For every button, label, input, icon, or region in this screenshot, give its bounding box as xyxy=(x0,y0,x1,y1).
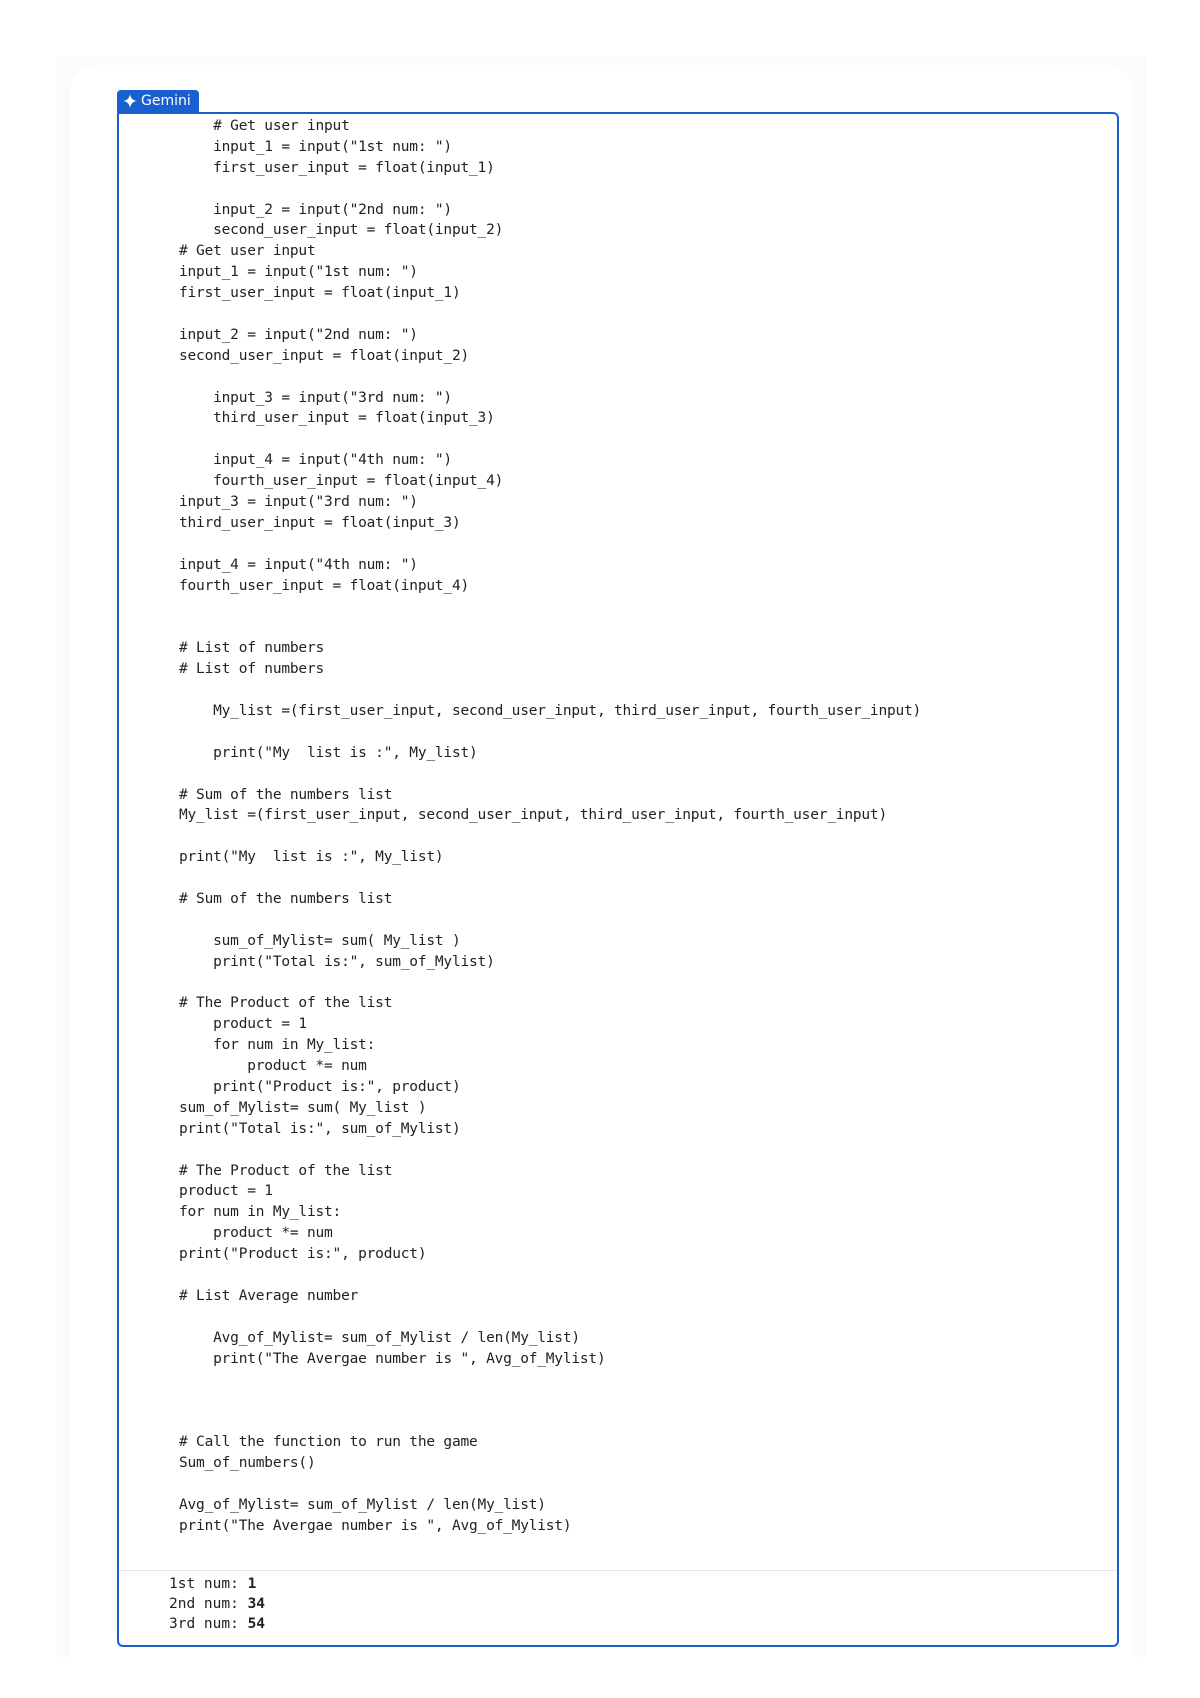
code-line: print("Total is:", sum_of_Mylist) xyxy=(179,953,495,970)
code-line: My_list =(first_user_input, second_user_input, third_user_input, fourth_user_input) xyxy=(179,807,887,824)
code-line xyxy=(179,1369,1117,1390)
code-line: # List of numbers xyxy=(179,640,325,657)
code-line: # The Product of the list xyxy=(179,1162,393,1179)
code-line: fourth_user_input = float(input_4) xyxy=(179,473,504,490)
code-line xyxy=(179,1307,1117,1328)
code-line xyxy=(179,617,1117,638)
code-line: # Call the function to run the game xyxy=(179,1434,478,1451)
code-line: # List Average number xyxy=(179,1287,359,1304)
code-line xyxy=(179,764,1117,785)
output-line xyxy=(169,1574,1117,1594)
code-line xyxy=(179,304,1117,325)
code-line: sum_of_Mylist= sum( My_list ) xyxy=(179,932,461,949)
code-line xyxy=(179,1474,1117,1495)
code-line: print("Total is:", sum_of_Mylist) xyxy=(179,1120,461,1137)
code-line xyxy=(179,868,1117,889)
code-line: Sum_of_numbers() xyxy=(179,1455,316,1471)
code-cell[interactable] xyxy=(117,112,1119,1647)
code-line xyxy=(179,1390,1117,1411)
code-line: input_3 = input("3rd num: ") xyxy=(179,494,418,511)
code-line: product = 1 xyxy=(179,1016,307,1033)
code-line: third_user_input = float(input_3) xyxy=(179,514,461,531)
code-line: input_2 = input("2nd num: ") xyxy=(179,326,418,343)
code-line: product = 1 xyxy=(179,1183,273,1200)
code-line: print("My list is :", My_list) xyxy=(179,849,444,866)
code-line: input_1 = input("1st num: ") xyxy=(179,138,452,155)
code-line xyxy=(179,1140,1117,1161)
code-line: print("Product is:", product) xyxy=(179,1246,427,1263)
code-line: My_list =(first_user_input, second_user_input, third_user_input, fourth_user_input) xyxy=(179,702,922,719)
code-line: # List of numbers xyxy=(179,661,325,678)
code-line: input_2 = input("2nd num: ") xyxy=(179,201,452,218)
code-line: Avg_of_Mylist= sum_of_Mylist / len(My_list) xyxy=(179,1329,580,1346)
output-value: 34 xyxy=(247,1596,266,1612)
code-line: product *= num xyxy=(179,1058,367,1075)
output-prompt: 2nd num: xyxy=(169,1596,248,1612)
code-line: for num in My_list: xyxy=(179,1037,376,1054)
code-line: # Sum of the numbers list xyxy=(179,786,393,803)
code-line: input_1 = input("1st num: ") xyxy=(179,264,418,281)
code-line: input_4 = input("4th num: ") xyxy=(179,452,452,469)
code-line xyxy=(179,534,1117,555)
code-line: first_user_input = float(input_1) xyxy=(179,285,461,302)
output-value: 1 xyxy=(247,1576,257,1592)
code-line: input_3 = input("3rd num: ") xyxy=(179,389,452,406)
code-line xyxy=(179,596,1117,617)
code-line xyxy=(179,1411,1117,1432)
code-line: # Sum of the numbers list xyxy=(179,890,393,907)
sparkle-icon xyxy=(123,94,137,108)
output-value: 54 xyxy=(247,1616,266,1632)
cell-output xyxy=(169,1574,1117,1645)
code-line: first_user_input = float(input_1) xyxy=(179,159,495,176)
code-line xyxy=(179,429,1117,450)
code-line: sum_of_Mylist= sum( My_list ) xyxy=(179,1099,427,1116)
code-line: Avg_of_Mylist= sum_of_Mylist / len(My_list) xyxy=(179,1496,546,1513)
output-prompt: 1st num: xyxy=(169,1576,248,1592)
code-line xyxy=(179,680,1117,701)
output-line xyxy=(169,1594,1117,1614)
code-line: product *= num xyxy=(179,1225,333,1242)
code-line: # Get user input xyxy=(179,243,316,260)
code-line xyxy=(179,722,1117,743)
code-line: for num in My_list: xyxy=(179,1204,342,1221)
gemini-badge-label: Gemini xyxy=(141,93,191,109)
code-line: # The Product of the list xyxy=(179,995,393,1012)
code-line: third_user_input = float(input_3) xyxy=(179,410,495,427)
code-line: input_4 = input("4th num: ") xyxy=(179,556,418,573)
code-line xyxy=(179,179,1117,200)
code-editor[interactable] xyxy=(119,116,1117,1569)
code-line: print("The Avergae number is ", Avg_of_Mylist) xyxy=(179,1517,572,1534)
output-divider xyxy=(119,1570,1117,1571)
code-line: fourth_user_input = float(input_4) xyxy=(179,577,470,594)
code-line: print("The Avergae number is ", Avg_of_Mylist) xyxy=(179,1350,606,1367)
output-line xyxy=(169,1614,1117,1634)
code-line: second_user_input = float(input_2) xyxy=(179,222,504,239)
code-line xyxy=(179,367,1117,388)
output-prompt: 3rd num: xyxy=(169,1616,248,1632)
code-line xyxy=(179,973,1117,994)
code-line xyxy=(179,910,1117,931)
code-line: second_user_input = float(input_2) xyxy=(179,347,470,364)
code-line xyxy=(179,1265,1117,1286)
code-line: # Get user input xyxy=(179,118,350,134)
code-line: print("Product is:", product) xyxy=(179,1078,461,1095)
code-line: print("My list is :", My_list) xyxy=(179,744,478,761)
code-line xyxy=(179,826,1117,847)
gemini-badge[interactable] xyxy=(117,90,199,112)
